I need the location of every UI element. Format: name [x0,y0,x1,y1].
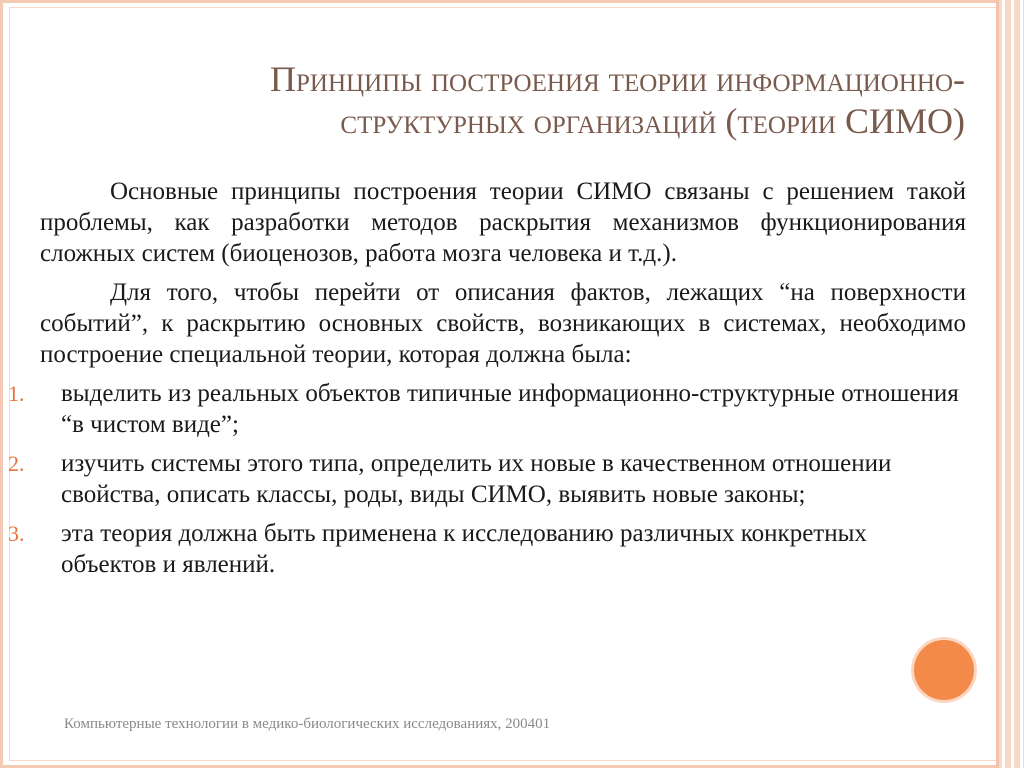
numbered-list [8,378,966,580]
list-item [8,378,966,440]
slide-footer: Компьютерные технологии в медико-биологических исследованиях, 200401 [64,716,551,732]
title-line-1: Принципы построения теории информационно- [270,59,965,99]
decorative-circle [914,640,974,700]
slide-body [8,176,966,588]
list-number: 2. [8,451,25,476]
list-number: 1. [8,381,25,406]
list-item-text: выделить из реальных объектов типичные информационно-структурные отношения “в чистом виде”; [61,380,959,438]
list-number: 3. [8,521,25,546]
slide-title [40,58,965,142]
list-item [8,448,966,510]
title-line-2: структурных организаций (теории СИМО) [340,101,965,141]
decorative-stripes [996,0,1024,768]
list-item-text: изучить системы этого типа, определить их новые в качественном отношении свойства, описать классы, роды, виды СИМО, выявить новые законы; [61,450,892,508]
list-item [8,518,966,580]
paragraph-2: Для того, чтобы перейти от описания фактов, лежащих “на поверхности событий”, к раскрытию основных свойств, возникающих в системах, необходимо построение специальной теории, которая должна была: [40,279,966,368]
paragraph-1: Основные принципы построения теории СИМО связаны с решением такой проблемы, как разработки методов раскрытия механизмов функционирования сложных систем (биоценозов, работа мозга человека и т.д.). [40,178,966,267]
list-item-text: эта теория должна быть применена к исследованию различных конкретных объектов и явлений. [61,520,867,578]
